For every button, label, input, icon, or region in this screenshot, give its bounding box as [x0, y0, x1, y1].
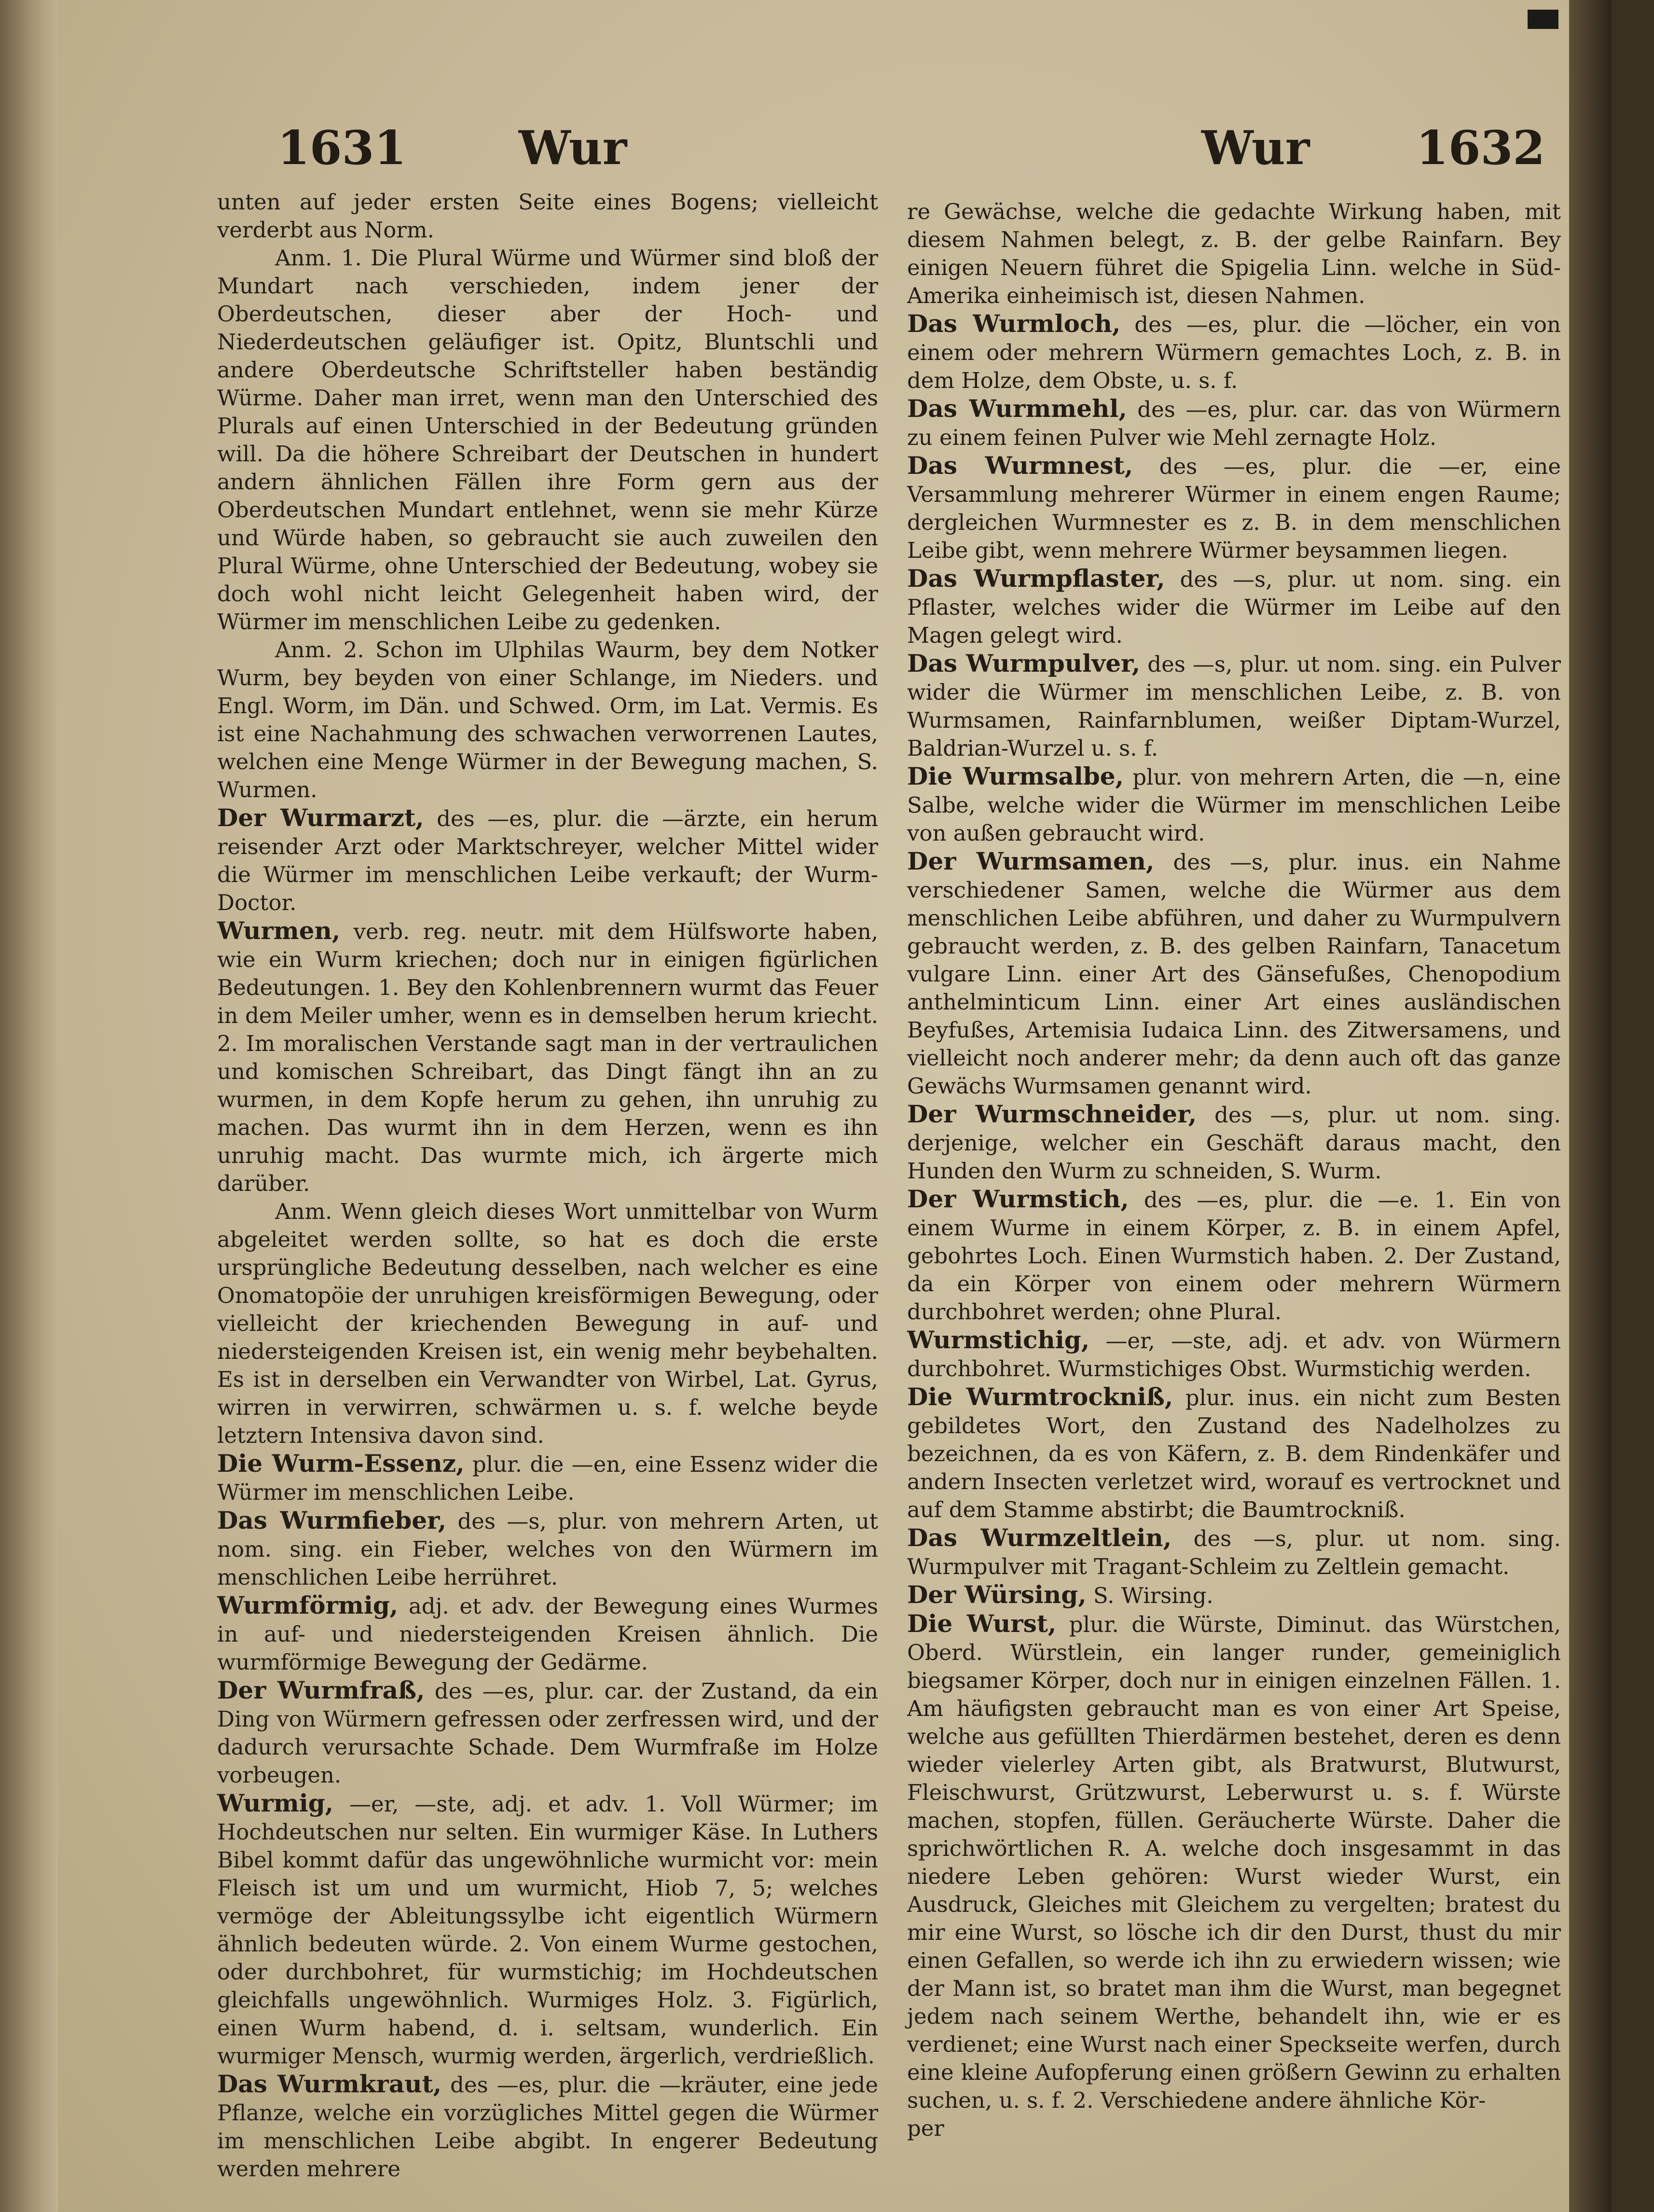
- entry-text: des —s, plur. ut nom. sing. derjenige, welcher ein Geschäft daraus macht, den Hunden den Wurm zu schneiden, S. Wurm.: [907, 1102, 1561, 1184]
- dictionary-entry: [217, 1507, 878, 1591]
- entry-headword: Das Wurmfieber,: [217, 1506, 447, 1535]
- entry-text: —er, —ste, adj. et adv. von Würmern durchbohret. Wurmstichiges Obst. Wurmstichig werden.: [907, 1328, 1561, 1382]
- dictionary-entry: [217, 188, 878, 244]
- dictionary-entry: [217, 1450, 878, 1507]
- entry-headword: Die Wurst,: [907, 1609, 1057, 1638]
- entry-headword: Das Wurmmehl,: [907, 394, 1127, 423]
- entry-text: adj. et adv. der Bewegung eines Wurmes in auf- und niedersteigenden Kreisen ähnlich. Die wurmförmige Bewegung der Gedärme.: [217, 1593, 878, 1675]
- entry-text: plur. die —en, eine Essenz wider die Würmer im menschlichen Leibe.: [217, 1452, 878, 1505]
- entry-headword: Der Wurmarzt,: [217, 803, 424, 832]
- entry-headword: Der Wurmstich,: [907, 1185, 1129, 1213]
- entry-headword: Das Wurmzeltlein,: [907, 1523, 1172, 1552]
- dictionary-entry: [217, 1789, 878, 2070]
- entry-headword: Das Wurmpflaster,: [907, 564, 1165, 593]
- dictionary-entry: [907, 1581, 1561, 1610]
- right-column: [907, 198, 1561, 2143]
- dictionary-entry: [907, 310, 1561, 395]
- entry-headword: Wurmen,: [217, 916, 341, 945]
- entry-text: des —s, plur. ut nom. sing. Wurmpulver mit Tragant-Schleim zu Zeltlein gemacht.: [907, 1526, 1561, 1579]
- dictionary-entry: [907, 1383, 1561, 1524]
- book-spine: [0, 0, 58, 2212]
- entry-text: plur. die Würste, Diminut. das Würstchen, Oberd. Würstlein, ein langer runder, gemeiniglich biegsamer Körper, doch nur in einigen einzelnen Fällen. 1. Am häufigsten gebraucht man es von einer Art Speise, welche aus gefüllten Thierdärmen bestehet, deren es denn wieder vielerley Arten gibt, als Bratwurst, Blutwurst, Fleischwurst, Grützwurst, Leberwurst u. s. f. Würste machen, stopfen, füllen. Geräucherte Würste. Daher die sprichwörtlichen R. A. welche doch insgesammt in das niedere Leben gehören: Wurst wieder Wurst, ein Ausdruck, Gleiches mit Gleichem zu vergelten; bratest du mir eine Wurst, so lösche ich dir den Durst, thust du mir einen Gefallen, so werde ich ihn zu erwiedern wissen; wie der Mann ist, so bratet man ihm die Wurst, man begegnet jedem nach seinem Werthe, behandelt ihn, wie er es verdienet; eine Wurst nach einer Speckseite werfen, durch eine kleine Aufopferung einen größern Gewinn zu erhalten suchen, u. s. f. 2. Verschiedene andere ähnliche Kör-: [907, 1612, 1561, 2113]
- dictionary-entry: [217, 636, 878, 804]
- entry-headword: Wurmig,: [217, 1789, 334, 1817]
- entry-text: S. Wirsing.: [1093, 1583, 1213, 1608]
- entry-headword: Der Wurmfraß,: [217, 1676, 425, 1704]
- entry-headword: Wurmförmig,: [217, 1591, 399, 1619]
- entry-text: unten auf jeder ersten Seite eines Bogens; vielleicht verderbt aus Norm.: [217, 189, 878, 243]
- entry-headword: Das Wurmkraut,: [217, 2070, 442, 2098]
- entry-text: des —s, plur. von mehrern Arten, ut nom. sing. ein Fieber, welches von den Würmern im menschlichen Leibe herrühret.: [217, 1508, 879, 1590]
- dictionary-entry: [217, 804, 878, 917]
- entry-text: des —es, plur. die —ärzte, ein herum reisender Arzt oder Marktschreyer, welcher Mittel wider die Würmer im menschlichen Leibe verkauft; der Wurm-Doctor.: [217, 806, 878, 915]
- dictionary-entry: [907, 762, 1561, 847]
- entry-text: re Gewächse, welche die gedachte Wirkung haben, mit diesem Nahmen belegt, z. B. der gelbe Rainfarn. Bey einigen Neuern führet die Spigelia Linn. welche in Süd-Amerika einheimisch ist, diesen Nahmen.: [907, 199, 1561, 308]
- entry-text: Anm. 2. Schon im Ulphilas Waurm, bey dem Notker Wurm, bey beyden von einer Schlange, im Nieders. und Engl. Worm, im Dän. und Schwed. Orm, im Lat. Vermis. Es ist eine Nachahmung des schwachen verworrenen Lautes, welchen eine Menge Würmer in der Bewegung machen, S. Wurmen.: [217, 637, 878, 802]
- running-head-left: Wur: [519, 121, 627, 175]
- entry-headword: Der Wurmsamen,: [907, 847, 1155, 875]
- dictionary-entry: [907, 452, 1561, 565]
- entry-text: des —es, plur. die —kräuter, eine jede Pflanze, welche ein vorzügliches Mittel gegen die Würmer im menschlichen Leibe abgibt. In engerer Bedeutung werden mehrere: [217, 2072, 878, 2182]
- dictionary-entry: [907, 847, 1561, 1100]
- dictionary-entry: [907, 2115, 1561, 2143]
- dictionary-entry: [907, 565, 1561, 650]
- entry-headword: Das Wurmpulver,: [907, 649, 1141, 677]
- entry-text: Anm. Wenn gleich dieses Wort unmittelbar von Wurm abgeleitet werden sollte, so hat es doch die erste ursprüngliche Bedeutung desselben, nach welcher es eine Onomatopöie der unruhigen kreisförmigen Bewegung, oder vielleicht der kriechenden Bewegung in auf- und niedersteigenden Kreisen ist, ein wenig mehr beybehalten. Es ist in derselben ein Verwandter von Wirbel, Lat. Gyrus, wirren in verwirren, schwärmen u. s. f. welche beyde letztern Intensiva davon sind.: [217, 1199, 878, 1448]
- dictionary-entry: [907, 198, 1561, 310]
- entry-text: plur. inus. ein nicht zum Besten gebildetes Wort, den Zustand des Nadelholzes zu bezeichnen, da es von Käfern, z. B. dem Rindenkäfer und andern Insecten verletzet wird, worauf es vertrocknet und auf dem Stamme abstirbt; die Baumtrockniß.: [907, 1385, 1561, 1522]
- entry-text: per: [907, 2115, 944, 2141]
- dictionary-entry: [217, 1198, 878, 1450]
- dictionary-entry: [907, 1610, 1561, 2115]
- page-edge: [1569, 0, 1612, 2212]
- entry-text: des —s, plur. ut nom. sing. ein Pflaster, welches wider die Würmer im Leibe auf den Magen gelegt wird.: [907, 567, 1561, 648]
- corner-mark: [1528, 10, 1558, 29]
- page-number-right: 1632: [1416, 121, 1545, 175]
- entry-text: des —es, plur. die —e. 1. Ein von einem Wurme in einem Körper, z. B. in einem Apfel, gebohrtes Loch. Einen Wurmstich haben. 2. Der Zustand, da ein Körper von einem oder mehrern Würmern durchbohret werden; ohne Plural.: [907, 1187, 1561, 1325]
- entry-text: des —es, plur. car. das von Würmern zu einem feinen Pulver wie Mehl zernagte Holz.: [907, 397, 1561, 450]
- entry-headword: Die Wurmsalbe,: [907, 762, 1124, 790]
- dictionary-entry: [907, 395, 1561, 452]
- entry-text: des —s, plur. inus. ein Nahme verschiedener Samen, welche die Würmer aus dem menschlichen Leibe abführen, und daher zu Wurmpulvern gebraucht werden, z. B. des gelben Rainfarn, Tanacetum vulgare Linn. einer Art des Gänsefußes, Chenopodium anthelminticum Linn. einer Art eines ausländischen Beyfußes, Artemisia Iudaica Linn. des Zitwersamens, und vielleicht noch anderer mehr; da denn auch oft das ganze Gewächs Wurmsamen genannt wird.: [907, 849, 1561, 1099]
- entry-text: des —es, plur. die —löcher, ein von einem oder mehrern Würmern gemachtes Loch, z. B. in dem Holze, dem Obste, u. s. f.: [907, 312, 1561, 393]
- entry-headword: Die Wurmtrockniß,: [907, 1382, 1173, 1411]
- dictionary-entry: [217, 917, 878, 1198]
- entry-headword: Der Würsing,: [907, 1580, 1087, 1609]
- dictionary-entry: [217, 2070, 878, 2183]
- entry-text: verb. reg. neutr. mit dem Hülfsworte haben, wie ein Wurm kriechen; doch nur in einigen figürlichen Bedeutungen. 1. Bey den Kohlenbrennern wurmt das Feuer in dem Meiler umher, wenn es in demselben herum kriecht. 2. Im moralischen Verstande sagt man in der vertraulichen und komischen Schreibart, das Dingt fängt ihn an zu wurmen, in dem Kopfe herum zu gehen, ihn unruhig zu machen. Das wurmt ihn in dem Herzen, wenn es ihn unruhig macht. Das wurmte mich, ich ärgerte mich darüber.: [217, 919, 878, 1196]
- dictionary-entry: [907, 1100, 1561, 1185]
- entry-headword: Das Wurmnest,: [907, 451, 1133, 480]
- left-column: [217, 188, 878, 2183]
- entry-headword: Das Wurmloch,: [907, 309, 1121, 338]
- entry-headword: Der Wurmschneider,: [907, 1100, 1197, 1128]
- dictionary-entry: [217, 1676, 878, 1789]
- dictionary-entry: [907, 1326, 1561, 1383]
- entry-text: des —es, plur. die —er, eine Versammlung mehrerer Würmer in einem engen Raume; dergleichen Wurmnester es z. B. in dem menschlichen Leibe gibt, wenn mehrere Würmer beysammen liegen.: [907, 454, 1561, 563]
- running-head-right: Wur: [1201, 121, 1310, 175]
- entry-headword: Die Wurm-Essenz,: [217, 1449, 465, 1478]
- dictionary-entry: [907, 1185, 1561, 1326]
- entry-text: plur. von mehrern Arten, die —n, eine Salbe, welche wider die Würmer im menschlichen Leibe von außen gebraucht wird.: [907, 764, 1561, 846]
- entry-text: Anm. 1. Die Plural Würme und Würmer sind bloß der Mundart nach verschieden, indem jener der Oberdeutschen, dieser aber der Hoch- und Niederdeutschen geläufiger ist. Opitz, Bluntschli und andere Oberdeutsche Schriftsteller haben beständig Würme. Daher man irret, wenn man den Unterschied des Plurals auf einen Unterschied in der Bedeutung gründen will. Da die höhere Schreibart der Deutschen in hundert andern ähnlichen Fällen ihre Form gern aus der Oberdeutschen Mundart entlehnet, wenn sie mehr Kürze und Würde haben, so gebraucht sie auch zuweilen den Plural Würme, ohne Unterschied der Bedeutung, wobey sie doch wohl nicht leicht Gelegenheit haben wird, der Würmer im menschlichen Leibe zu gedenken.: [217, 245, 878, 635]
- entry-text: des —es, plur. car. der Zustand, da ein Ding von Würmern gefressen oder zerfressen wird, und der dadurch verursachte Schade. Dem Wurmfraße im Holze vorbeugen.: [217, 1678, 879, 1788]
- entry-headword: Wurmstichig,: [907, 1326, 1090, 1354]
- dictionary-entry: [217, 244, 878, 636]
- dictionary-entry: [907, 650, 1561, 762]
- page-number-left: 1631: [277, 121, 407, 175]
- entry-text: des —s, plur. ut nom. sing. ein Pulver wider die Würmer im menschlichen Leibe, z. B. von Wurmsamen, Rainfarnblumen, weißer Diptam-Wurzel, Baldrian-Wurzel u. s. f.: [907, 651, 1561, 761]
- entry-text: —er, —ste, adj. et adv. 1. Voll Würmer; im Hochdeutschen nur selten. Ein wurmiger Käse. In Luthers Bibel kommt dafür das ungewöhnliche wurmicht vor: mein Fleisch ist um und um wurmicht, Hiob 7, 5; welches vermöge der Ableitungssylbe icht eigentlich Würmern ähnlich bedeuten würde. 2. Von einem Wurme gestochen, oder durchbohret, für wurmstichig; im Hochdeutschen gleichfalls ungewöhnlich. Wurmiges Holz. 3. Figürlich, einen Wurm habend, d. i. seltsam, wunderlich. Ein wurmiger Mensch, wurmig werden, ärgerlich, verdrießlich.: [217, 1791, 878, 2069]
- dictionary-entry: [907, 1524, 1561, 1581]
- dictionary-entry: [217, 1591, 878, 1676]
